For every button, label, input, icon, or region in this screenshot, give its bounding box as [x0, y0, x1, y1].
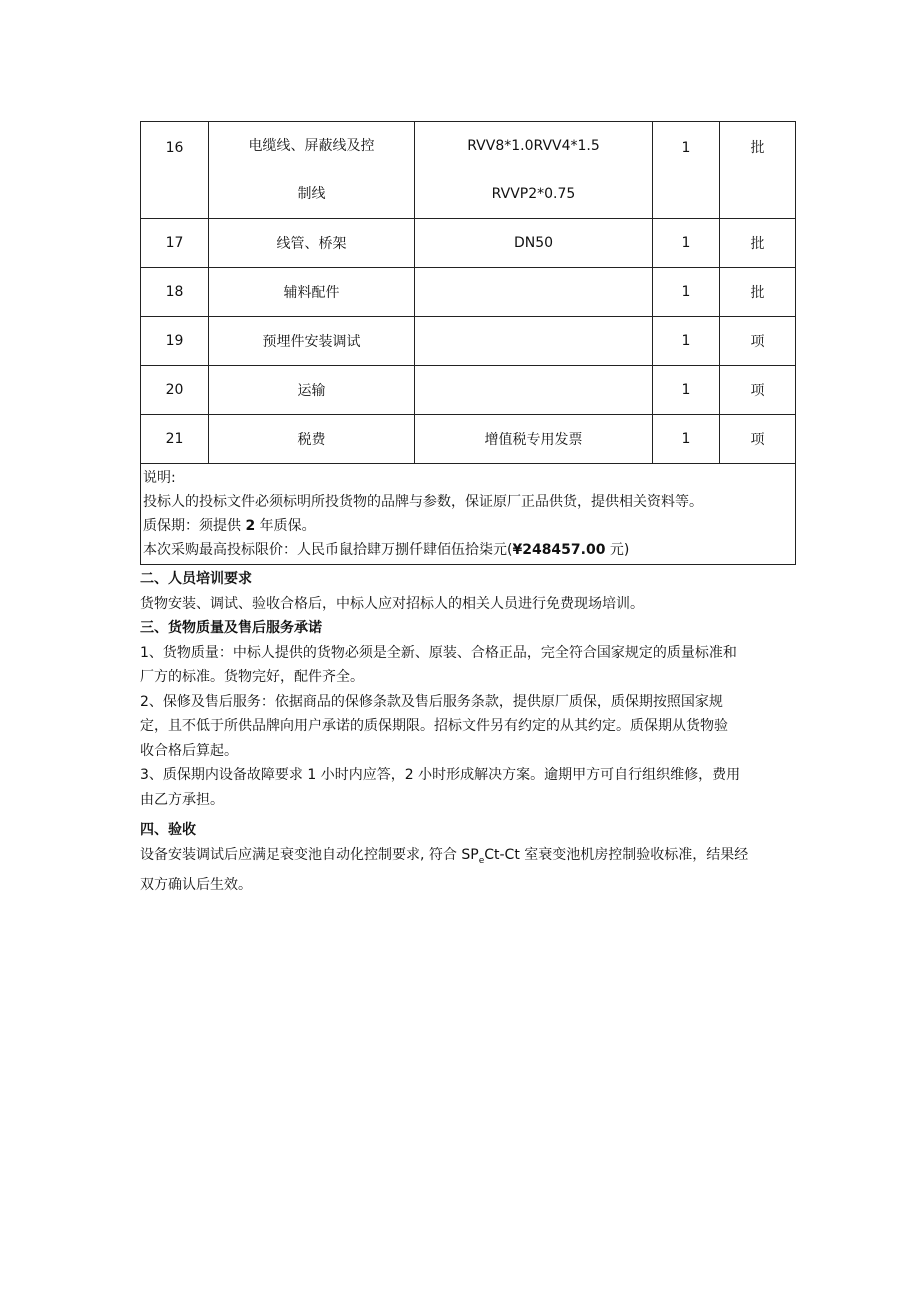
table-row [141, 122, 796, 219]
notes-title: 说明: [143, 470, 176, 486]
paragraph: 货物安装、调试、验收合格后，中标人应对招标人的相关人员进行免费现场培训。 [140, 595, 644, 612]
section-heading: 二、人员培训要求 [140, 571, 252, 587]
paragraph: 2、保修及售后服务：依据商品的保修条款及售后服务条款，提供原厂质保，质保期按照国家规 [140, 693, 723, 710]
item-qty: 1 [653, 415, 720, 464]
item-name: 预埋件安装调试 [209, 317, 415, 366]
item-name: 辅料配件 [209, 268, 415, 317]
table-row [141, 268, 796, 317]
items-table [140, 121, 796, 565]
paragraph: 由乙方承担。 [140, 791, 224, 808]
item-qty: 1 [653, 268, 720, 317]
row-number: 17 [141, 219, 209, 268]
item-name: 运输 [209, 366, 415, 415]
notes-line-brand: 投标人的投标文件必须标明所投货物的品牌与参数，保证原厂正品供货，提供相关资料等。 [143, 494, 703, 510]
item-unit: 批 [720, 122, 796, 219]
item-qty: 1 [653, 219, 720, 268]
table-row [141, 366, 796, 415]
item-qty: 1 [653, 366, 720, 415]
training-section [140, 567, 800, 812]
item-unit: 批 [720, 268, 796, 317]
paragraph: 设备安装调试后应满足衰变池自动化控制要求, 符合 $SP_eCt-Ct$ 室衰变池机房控制验收标准，结果经 [140, 846, 749, 866]
section-heading: 四、验收 [140, 822, 196, 838]
row-number: 20 [141, 366, 209, 415]
item-spec [415, 317, 653, 366]
item-spec: RVV8*1.0RVV4*1.5 RVVP2*0.75 [415, 122, 653, 219]
row-number: 19 [141, 317, 209, 366]
item-qty: 1 [653, 122, 720, 219]
paragraph: 收合格后算起。 [140, 742, 238, 759]
item-unit: 批 [720, 219, 796, 268]
notes-row [141, 464, 796, 565]
item-spec: 增值税专用发票 [415, 415, 653, 464]
row-number: 16 [141, 122, 209, 219]
item-unit: 项 [720, 366, 796, 415]
item-name: 税费 [209, 415, 415, 464]
item-spec: DN50 [415, 219, 653, 268]
notes-line-warranty: 质保期：须提供 2 年质保。 [143, 518, 316, 534]
row-number: 18 [141, 268, 209, 317]
acceptance-section [140, 818, 800, 897]
item-unit: 项 [720, 415, 796, 464]
table-row [141, 317, 796, 366]
item-name: 电缆线、屏蔽线及控 制线 [209, 122, 415, 219]
section-heading: 三、货物质量及售后服务承诺 [140, 620, 322, 636]
paragraph: 3、质保期内设备故障要求 1 小时内应答，2 小时形成解决方案。逾期甲方可自行组织维修，费用 [140, 767, 741, 783]
item-spec [415, 366, 653, 415]
item-name: 线管、桥架 [209, 219, 415, 268]
table-row [141, 219, 796, 268]
row-number: 21 [141, 415, 209, 464]
table-row [141, 415, 796, 464]
paragraph: 定，且不低于所供品牌向用户承诺的质保期限。招标文件另有约定的从其约定。质保期从货物验 [140, 718, 728, 734]
notes-line-price-limit: 本次采购最高投标限价：人民币鼠拾肆万捌仟肆佰伍拾柒元(¥248457.00 元) [143, 542, 630, 558]
item-qty: 1 [653, 317, 720, 366]
item-unit: 项 [720, 317, 796, 366]
paragraph: 双方确认后生效。 [140, 876, 252, 893]
notes-cell [141, 464, 796, 565]
paragraph: 厂方的标准。货物完好，配件齐全。 [140, 669, 364, 685]
item-spec [415, 268, 653, 317]
paragraph: 1、货物质量：中标人提供的货物必须是全新、原装、合格正品，完全符合国家规定的质量标准和 [140, 644, 737, 661]
